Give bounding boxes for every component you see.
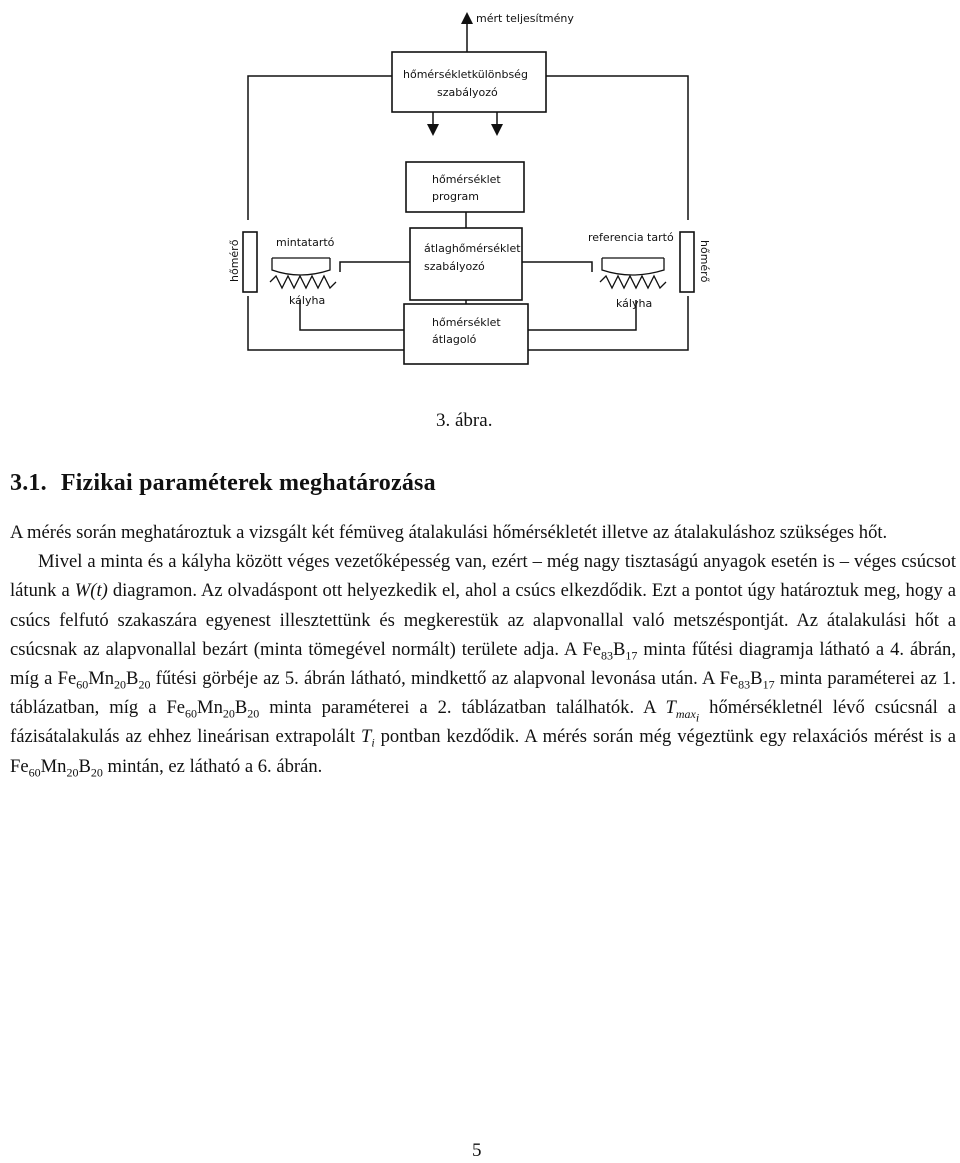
heater-right-coil bbox=[600, 276, 666, 288]
label-thermometer-left: hőmérő bbox=[228, 239, 241, 282]
program-box bbox=[406, 162, 524, 212]
label-averager-1: hőmérséklet bbox=[432, 316, 501, 329]
label-program-2: program bbox=[432, 190, 479, 203]
label-diff-controller-1: hőmérsékletkülönbség bbox=[403, 68, 528, 81]
page-number: 5 bbox=[472, 1140, 482, 1161]
figure-caption: 3. ábra. bbox=[436, 410, 493, 431]
label-averager-2: átlagoló bbox=[432, 333, 477, 346]
label-furnace-left: kályha bbox=[289, 294, 326, 307]
label-sample-holder: mintatartó bbox=[276, 236, 335, 249]
paragraph-1: A mérés során meghatároztuk a vizsgált két fémüveg átalakulási hőmérsékletét illetve az átalakuláshoz szükséges hőt. bbox=[10, 522, 888, 543]
reference-crucible bbox=[602, 258, 664, 275]
label-furnace-right: kályha bbox=[616, 297, 653, 310]
sample-crucible bbox=[272, 258, 330, 275]
heater-left-coil bbox=[270, 276, 336, 288]
section-number: 3.1. bbox=[10, 470, 47, 496]
paragraph-2: Mivel a minta és a kályha között véges vezetőképesség van, ezért – még nagy tisztaságú anyagok esetén is – véges csúcsot látunk a W(t) diagramon. Az olvadáspont ott helyezkedik el, ahol a csúcs elkezdődik. Ezt a pontot úgy határoztuk meg, hogy a csúcs felfutó szakaszára egyenest illesztettünk és megkerestük az alapvonallal való metszéspontját. Az átalakulási hőt a csúcsnak az alapvonallal bezárt (minta tömegével normált) területe adja. A $Fe_{83}B_{17}$ minta fűtési diagramja látható a 4. ábrán, míg a $Fe_{60}Mn_{20}B_{20}$ fűtési görbéje az 5. ábrán látható, mindkettő az alapvonal levonása után. A $Fe_{83}B_{17}$ minta paraméterei az 1. táblázatban, míg a $Fe_{60}Mn_{20}B_{20}$ minta paraméterei a 2. táblázatban találhatók. A $T_{max_i}$ hőmérsékletnél lévő csúcsnál a fázisátalakulás az ehhez lineárisan extrapolált $T_i$ pontban kezdődik. A mérés során még végeztünk egy relaxációs mérést is a $Fe_{60}Mn_{20}B_{20}$ mintán, ez látható a 6. ábrán. bbox=[10, 551, 957, 780]
label-diff-controller-2: szabályozó bbox=[437, 86, 498, 99]
thermometer-left-box bbox=[243, 232, 257, 292]
thermometer-right-box bbox=[680, 232, 694, 292]
body-text bbox=[10, 518, 956, 781]
dsc-block-diagram bbox=[0, 0, 960, 400]
section-heading bbox=[10, 470, 436, 497]
label-thermometer-right: hőmérő bbox=[698, 240, 711, 283]
diff-controller-box bbox=[392, 52, 546, 112]
label-program-1: hőmérséklet bbox=[432, 173, 501, 186]
label-reference-holder: referencia tartó bbox=[588, 231, 674, 244]
label-avg-controller-2: szabályozó bbox=[424, 260, 485, 273]
section-title: Fizikai paraméterek meghatározása bbox=[60, 470, 436, 496]
label-avg-controller-1: átlaghőmérséklet bbox=[424, 242, 521, 255]
label-top-output: mért teljesítmény bbox=[476, 12, 574, 25]
